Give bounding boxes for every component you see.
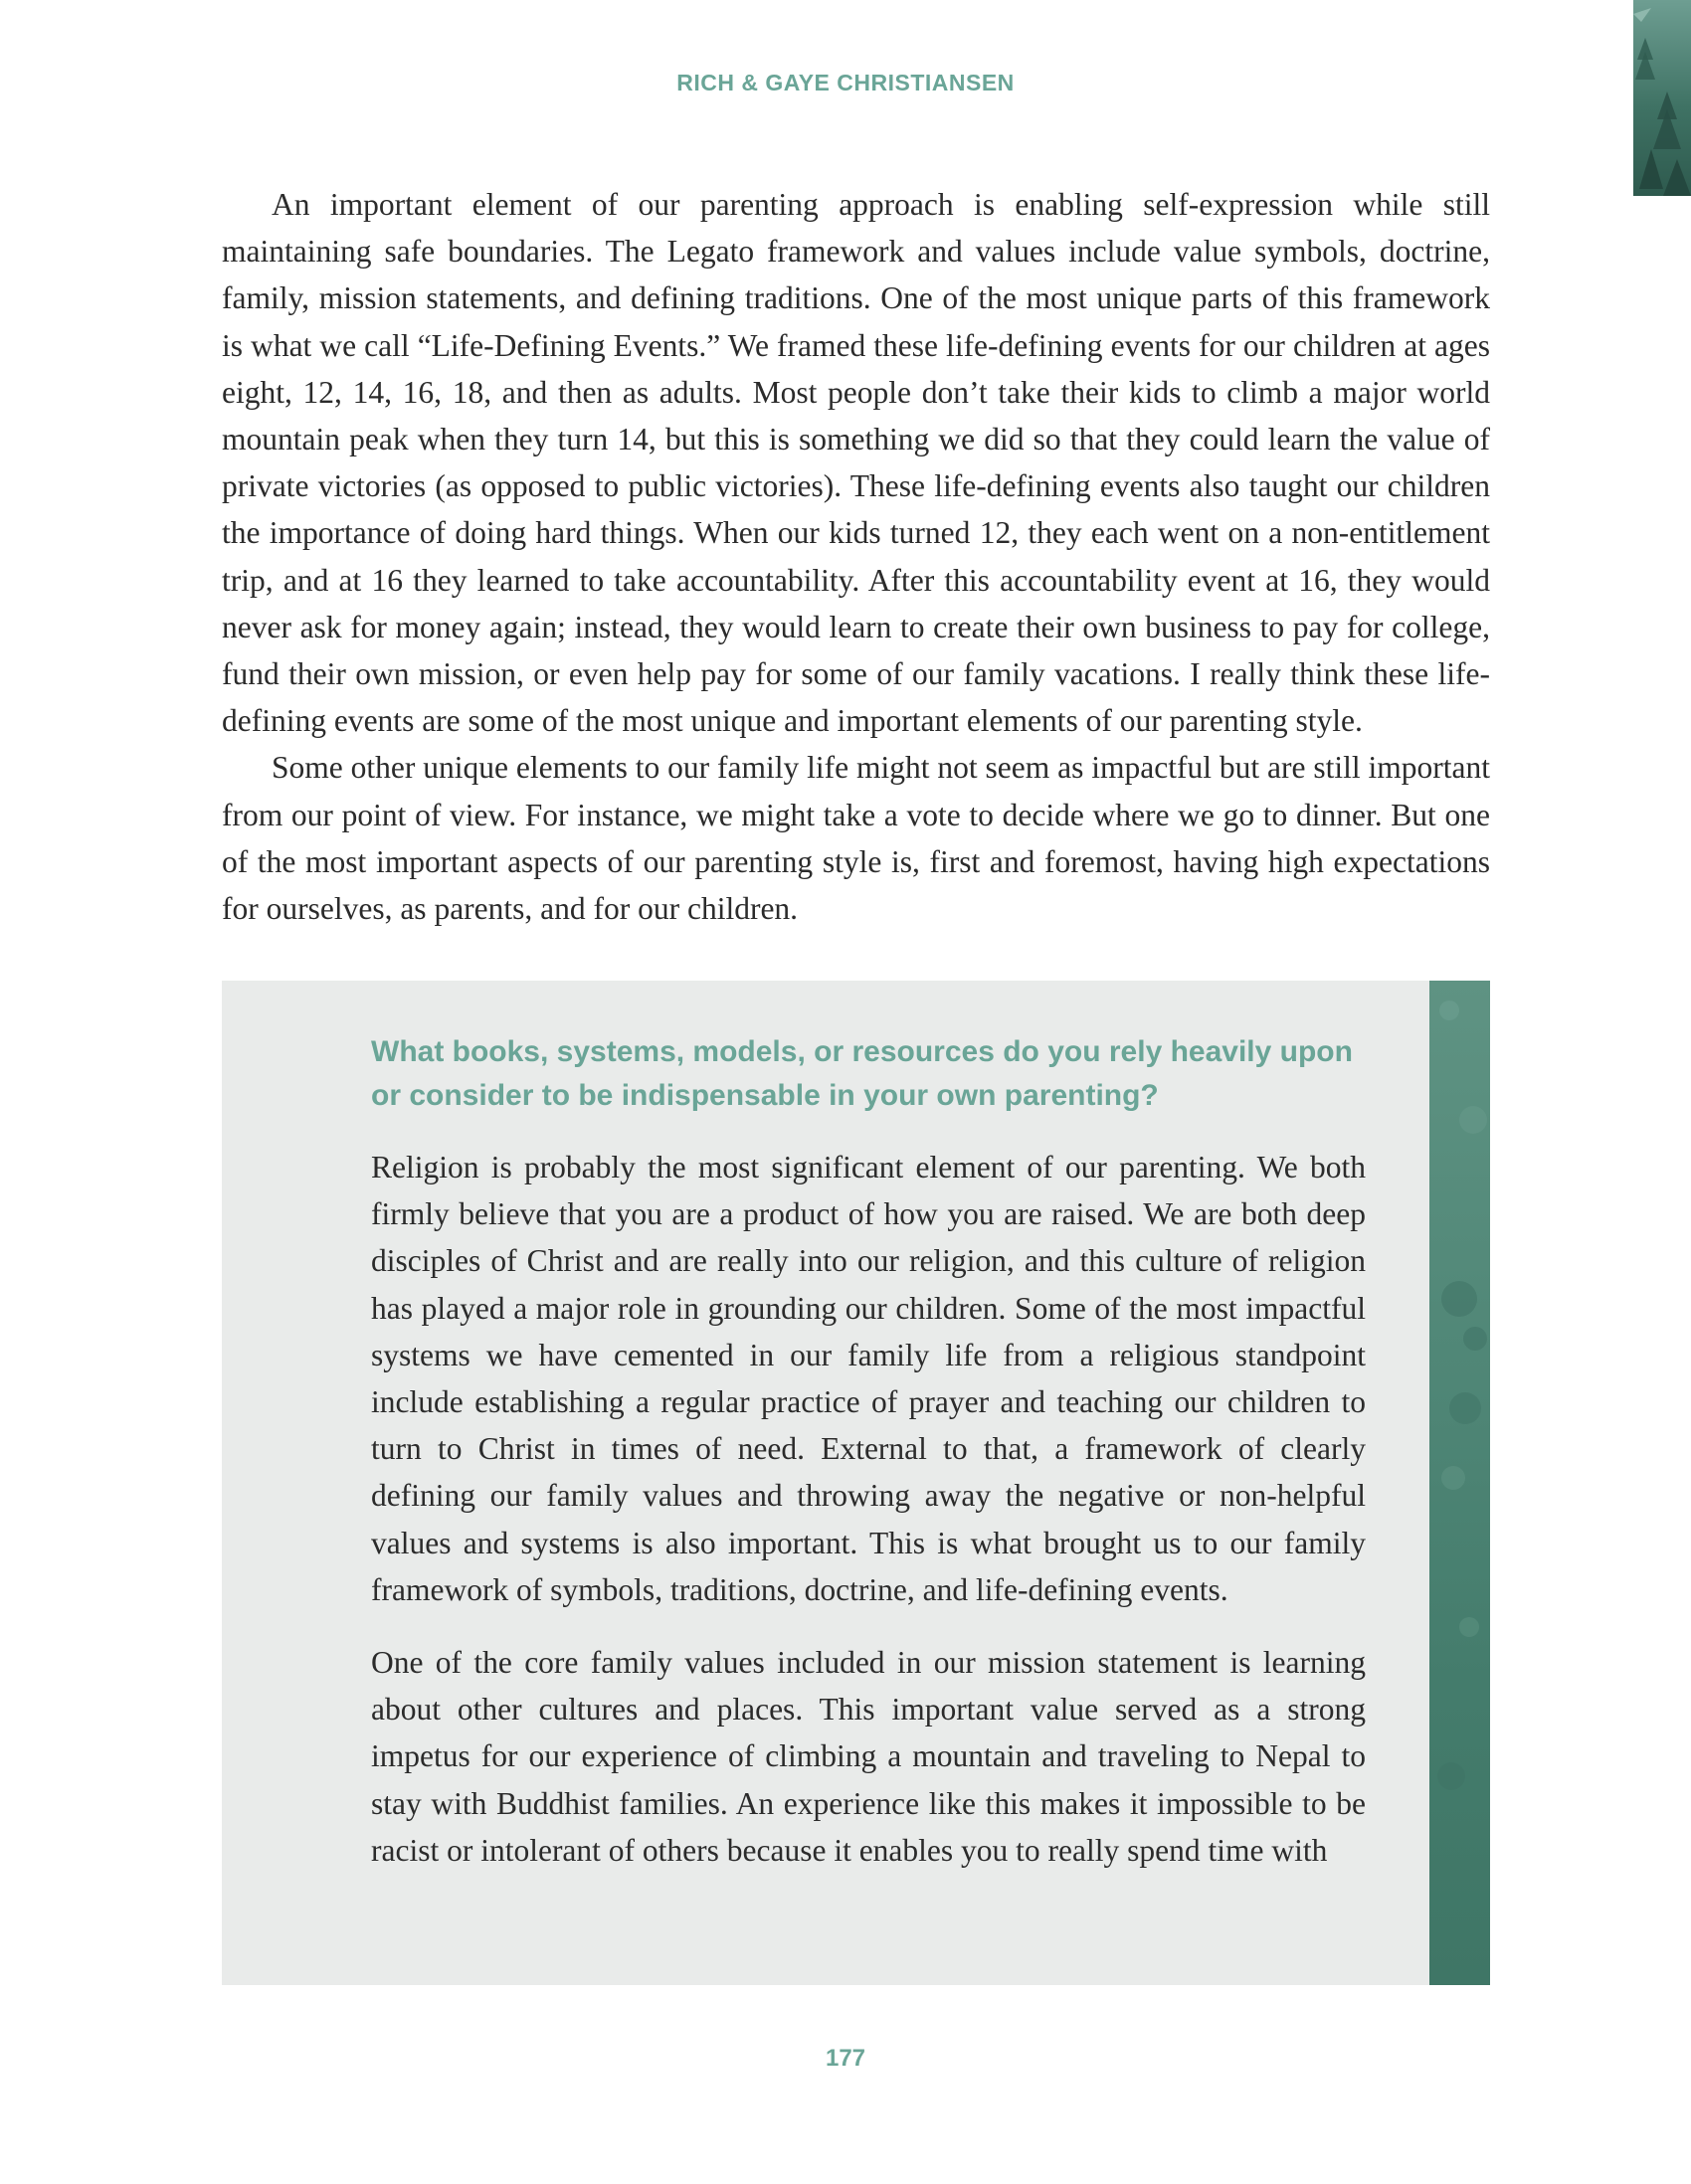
qa-sidebar-box [222, 981, 1490, 1985]
running-head: RICH & GAYE CHRISTIANSEN [676, 70, 1015, 95]
sidebar-content [371, 1030, 1366, 1900]
body-paragraph: Some other unique elements to our family life might not seem as impactful but are still important from our point of view. For instance, we might take a vote to decide where we go to dinner. But one of the most important aspects of our parenting style is, first and foremost, having high expectations for ourselves, as parents, and for our children. [222, 750, 1490, 927]
sidebar-answer-paragraph: One of the core family values included in our mission statement is learning about other cultures and places. This important value served as a strong impetus for our experience of climbing a mountain and traveling to Nepal to stay with Buddhist families. An experience like this makes it impossible to be racist or intolerant of others because it enables you to really spend time with [371, 1645, 1366, 1868]
corner-tree-art [1633, 0, 1691, 196]
sidebar-decorative-band [1429, 981, 1490, 1985]
sidebar-answer-paragraph: Religion is probably the most significant element of our parenting. We both firmly believe that you are a product of how you are raised. We are both deep disciples of Christ and are really into our religion, and this culture of religion has played a major role in grounding our children. Some of the most impactful systems we have cemented in our family life from a religious standpoint include establishing a regular practice of prayer and teaching our children to turn to Christ in times of need. External to that, a framework of clearly defining our family values and throwing away the negative or non-helpful values and systems is also important. This is what brought us to our family framework of symbols, traditions, doctrine, and life-defining events. [371, 1150, 1366, 1607]
page-number: 177 [825, 2045, 866, 2072]
sidebar-question-heading: What books, systems, models, or resources do you rely heavily upon or consider to be indispensable in your own parenting? [371, 1035, 1353, 1112]
main-body-text [222, 181, 1490, 932]
body-paragraph: An important element of our parenting approach is enabling self-expression while still maintaining safe boundaries. The Legato framework and values include value symbols, doctrine, family, mission statements, and defining traditions. One of the most unique parts of this framework is what we call “Life-Defining Events.” We framed these life-defining events for our children at ages eight, 12, 14, 16, 18, and then as adults. Most people don’t take their kids to climb a major world mountain peak when they turn 14, but this is something we did so that they could learn the value of private victories (as opposed to public victories). These life-defining events also taught our children the importance of doing hard things. When our kids turned 12, they each went on a non-entitlement trip, and at 16 they learned to take accountability. After this accountability event at 16, they would never ask for money again; instead, they would learn to create their own business to pay for college, fund their own mission, or even help pay for some of our family vacations. I really think these life-defining events are some of the most unique and important elements of our parenting style. [222, 187, 1490, 739]
foliage-texture-icon [1429, 981, 1490, 1985]
tree-silhouette-icon [1633, 0, 1691, 196]
